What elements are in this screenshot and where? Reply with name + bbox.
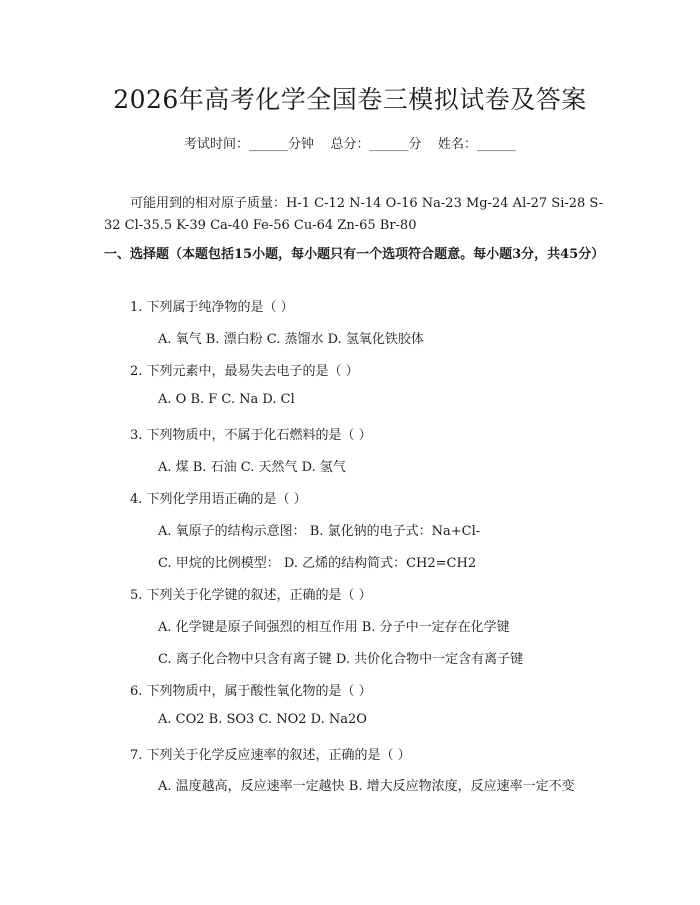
question-5-options-ab: A. 化学键是原子间强烈的相互作用 B. 分子中一定存在化学键	[158, 620, 510, 635]
question-3: 3. 下列物质中，不属于化石燃料的是（ ）	[130, 428, 372, 443]
question-5: 5. 下列关于化学键的叙述，正确的是（ ）	[130, 588, 372, 603]
question-4-options-ab: A. 氧原子的结构示意图： B. 氯化钠的电子式：Na+Cl-	[158, 524, 481, 539]
question-1-options: A. 氧气 B. 漂白粉 C. 蒸馏水 D. 氢氧化铁胶体	[158, 332, 424, 347]
question-4-options-cd: C. 甲烷的比例模型： D. 乙烯的结构简式：CH2=CH2	[158, 556, 477, 571]
question-4: 4. 下列化学用语正确的是（ ）	[130, 492, 307, 507]
question-7-options: A. 温度越高，反应速率一定越快 B. 增大反应物浓度，反应速率一定不变	[158, 779, 575, 794]
question-7: 7. 下列关于化学反应速率的叙述，正确的是（ ）	[130, 748, 411, 763]
exam-title: 2026年高考化学全国卷三模拟试卷及答案	[113, 85, 587, 114]
question-6: 6. 下列物质中，属于酸性氧化物的是（ ）	[130, 684, 372, 699]
atomic-masses-note: 可能用到的相对原子质量：H-1 C-12 N-14 O-16 Na-23 Mg-24 Al-27 Si-28 S-32 Cl-35.5 K-39 Ca-40 Fe-56 Cu-64 Zn-65 Br-80	[104, 196, 604, 233]
question-2: 2. 下列元素中，最易失去电子的是（ ）	[130, 364, 359, 379]
question-2-options: A. O B. F C. Na D. Cl	[158, 392, 295, 407]
question-5-options-cd: C. 离子化合物中只含有离子键 D. 共价化合物中一定含有离子键	[158, 652, 524, 667]
question-6-options: A. CO2 B. SO3 C. NO2 D. Na2O	[158, 712, 367, 727]
section-heading-choice: 一、选择题（本题包括15小题，每小题只有一个选项符合题意。每小题3分，共45分）	[104, 247, 605, 262]
exam-info-line: 考试时间：______分钟 总分：______分 姓名：______	[183, 137, 517, 152]
question-3-options: A. 煤 B. 石油 C. 天然气 D. 氢气	[158, 460, 346, 475]
question-1: 1. 下列属于纯净物的是（ ）	[130, 300, 294, 315]
